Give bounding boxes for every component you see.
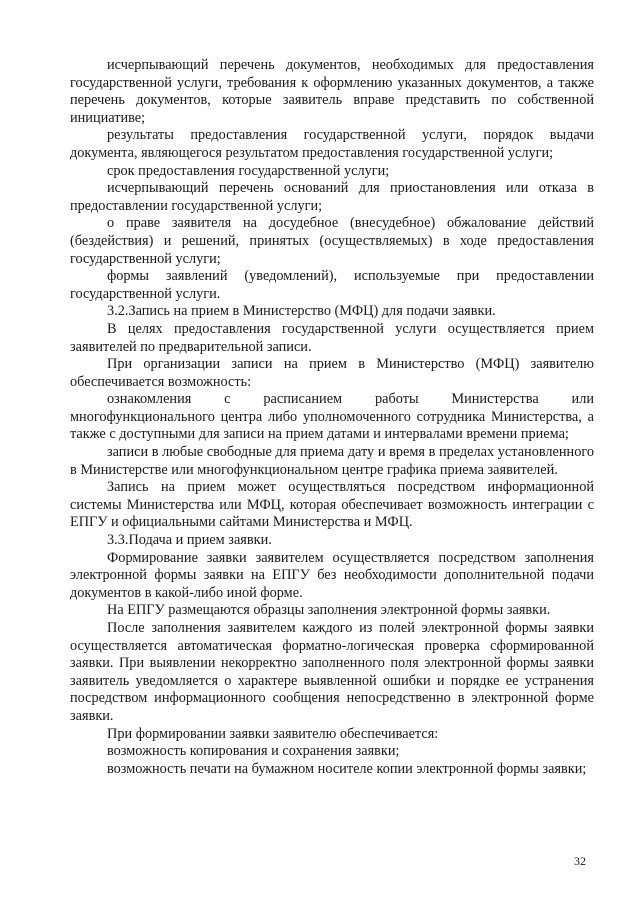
paragraph: возможность копирования и сохранения заявки; [107, 743, 400, 760]
paragraph: записи в любые свободные для приема дату и время в пределах установленного в Министерстве или многофункциональном центре графика приема заявителей. [70, 444, 594, 478]
paragraph: При формировании заявки заявителю обеспечивается: [107, 725, 439, 742]
paragraph: Запись на прием может осуществляться посредством информационной системы Министерства или МФЦ, которая обеспечивает возможность интеграции с ЕПГУ и официальными сайтами Министерства и МФЦ. [70, 479, 594, 531]
section-heading: 3.2.Запись на прием в Министерство (МФЦ) для подачи заявки. [107, 303, 496, 320]
paragraph: возможность печати на бумажном носителе копии электронной формы заявки; [107, 760, 587, 777]
paragraph: В целях предоставления государственной услуги осуществляется прием заявителей по предварительной записи. [70, 320, 594, 355]
paragraph: На ЕПГУ размещаются образцы заполнения электронной формы заявки. [107, 602, 551, 619]
paragraph: ознакомления с расписанием работы Министерства или многофункционального центра либо уполномоченного сотрудника Министерства, а также с доступными для записи на прием датами и интервалами времени приема; [70, 391, 594, 443]
paragraph: о праве заявителя на досудебное (внесудебное) обжалование действий (бездействия) и решений, принятых (осуществляемых) в ходе предоставления государственной услуги; [70, 215, 594, 267]
page-number: 32 [574, 854, 586, 868]
paragraph: формы заявлений (уведомлений), используемые при предоставлении государственной услуги. [70, 268, 594, 302]
document-body [70, 57, 594, 778]
paragraph: срок предоставления государственной услуги; [107, 162, 390, 179]
paragraph: результаты предоставления государственной услуги, порядок выдачи документа, являющегося результатом предоставления государственной услуги; [70, 127, 594, 161]
paragraph: При организации записи на прием в Министерство (МФЦ) заявителю обеспечивается возможность: [70, 356, 594, 390]
paragraph: исчерпывающий перечень оснований для приостановления или отказа в предоставлении государственной услуги; [70, 180, 594, 214]
paragraph: После заполнения заявителем каждого из полей электронной формы заявки осуществляется автоматическая форматно-логическая проверка сформированной заявки. При выявлении некорректно заполненного поля электронной формы заявки заявитель уведомляется о характере выявленной ошибки и порядке ее устранения посредством информационного сообщения непосредственно в электронной форме заявки. [70, 620, 594, 724]
paragraph: Формирование заявки заявителем осуществляется посредством заполнения электронной формы заявки на ЕПГУ без необходимости дополнительной подачи документов в какой-либо иной форме. [70, 549, 594, 601]
section-heading: 3.3.Подача и прием заявки. [107, 532, 272, 549]
paragraph: исчерпывающий перечень документов, необходимых для предоставления государственной услуги, требования к оформлению указанных документов, а также перечень документов, которые заявитель вправе представить по собственной инициативе; [70, 57, 594, 126]
